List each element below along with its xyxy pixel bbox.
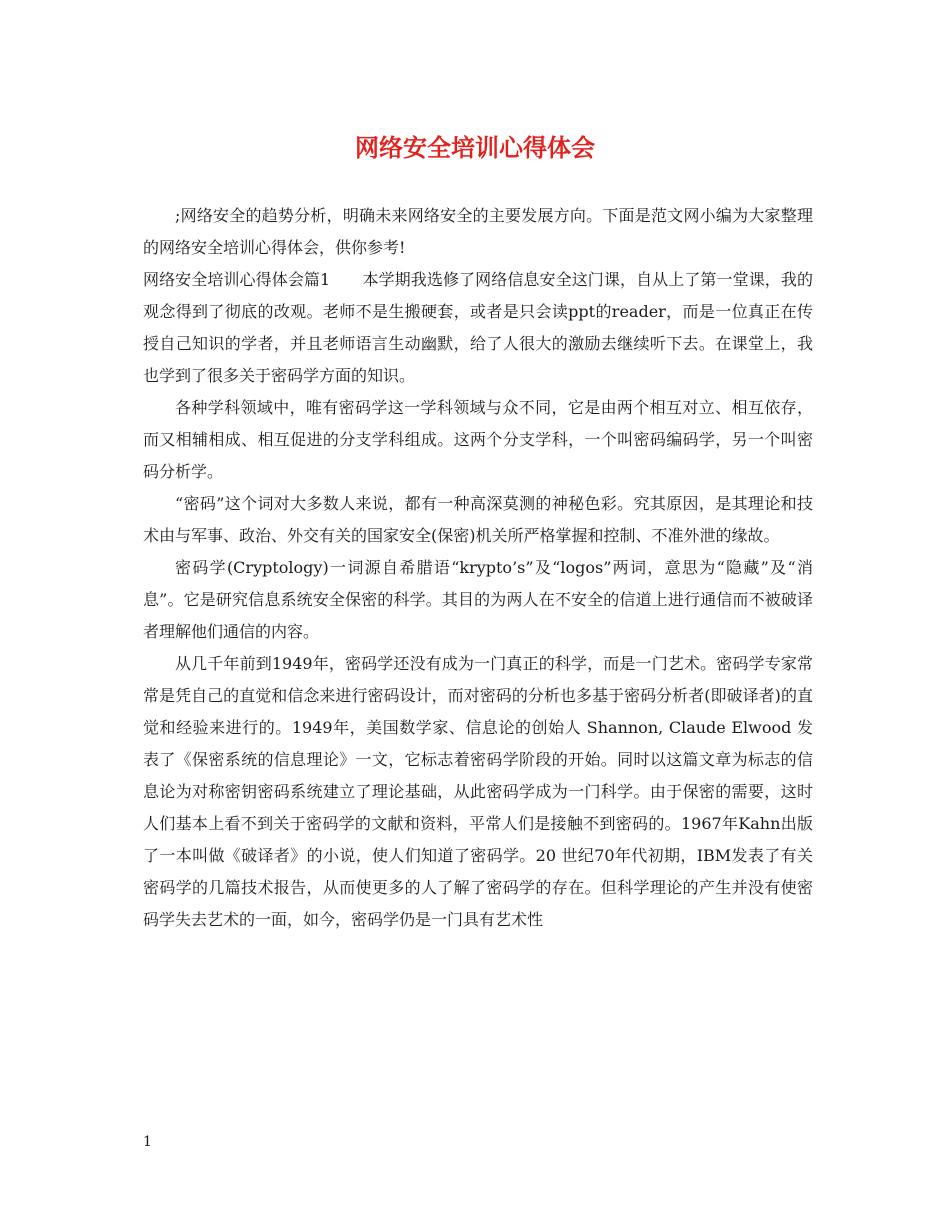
body-paragraph: 从几千年前到1949年，密码学还没有成为一门真正的科学，而是一门艺术。密码学专家常常是凭自己的直觉和信念来进行密码设计，而对密码的分析也多基于密码分析者(即破译者)的直觉和经验来进行的。1949年，美国数学家、信息论的创始人 Shannon, Claude Elwood 发表了《保密系统的信息理论》一文，它标志着密码学阶段的开始。同时以这篇文章为标志的信息论为对称密钥密码系统建立了理论基础，从此密码学成为一门科学。由于保密的需要，这时人们基本上看不到关于密码学的文献和资料，平常人们是接触不到密码的。1967年Kahn出版了一本叫做《破译者》的小说，使人们知道了密码学。20 世纪70年代初期，IBM发表了有关密码学的几篇技术报告，从而使更多的人了解了密码学的存在。但科学理论的产生并没有使密码学失去艺术的一面，如今，密码学仍是一门具有艺术性 [143,654,813,929]
page-number: 1 [143,1134,152,1150]
document-body [143,200,813,936]
body-paragraph: “密码”这个词对大多数人来说，都有一种高深莫测的神秘色彩。究其原因，是其理论和技术由与军事、政治、外交有关的国家安全(保密)机关所严格掌握和控制、不准外泄的缘故。 [143,494,813,545]
section-1-paragraph: 网络安全培训心得体会篇1 本学期我选修了网络信息安全这门课，自从上了第一堂课，我的观念得到了彻底的改观。老师不是生搬硬套，或者是只会读ppt的reader，而是一位真正在传授自己知识的学者，并且老师语言生动幽默，给了人很大的激励去继续听下去。在课堂上，我也学到了很多关于密码学方面的知识。 [143,270,813,385]
body-paragraph: 各种学科领域中，唯有密码学这一学科领域与众不同，它是由两个相互对立、相互依存，而又相辅相成、相互促进的分支学科组成。这两个分支学科，一个叫密码编码学，另一个叫密码分析学。 [143,398,813,481]
intro-paragraph: ;网络安全的趋势分析，明确未来网络安全的主要发展方向。下面是范文网小编为大家整理的网络安全培训心得体会，供你参考! [143,206,813,257]
document-title: 网络安全培训心得体会 [355,133,595,162]
body-paragraph: 密码学(Cryptology)一词源自希腊语“krypto’s”及“logos”两词，意思为“隐藏”及“消息”。它是研究信息系统安全保密的科学。其目的为两人在不安全的信道上进行通信而不被破译者理解他们通信的内容。 [143,558,813,641]
